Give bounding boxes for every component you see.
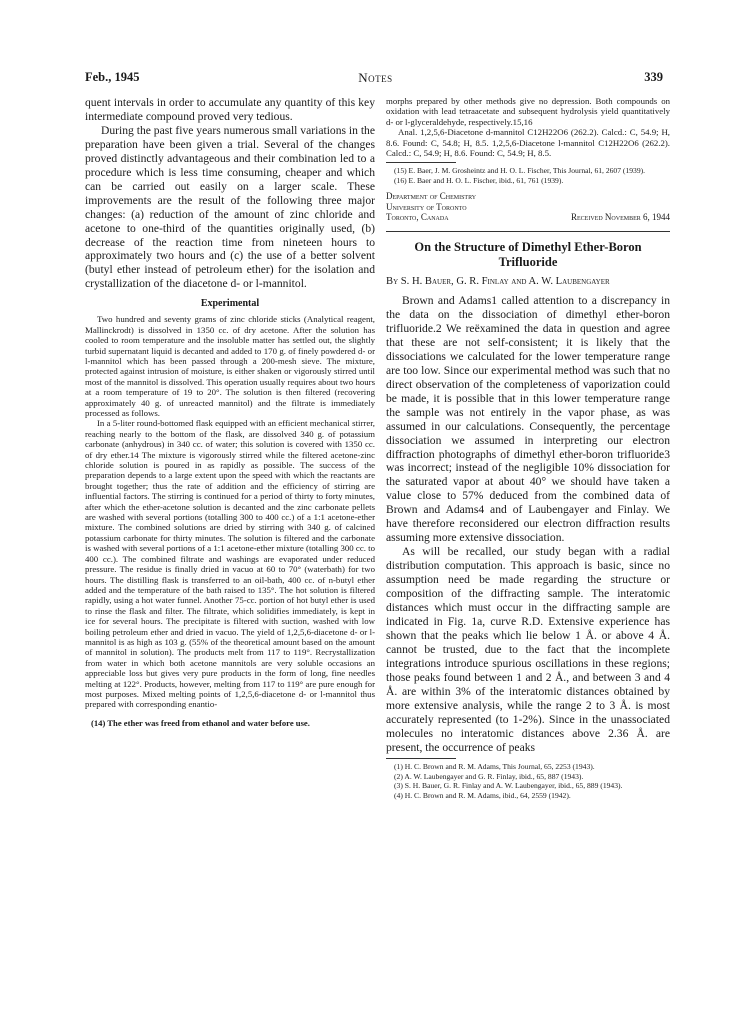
page-number: 339 bbox=[644, 70, 663, 84]
footnote-15: (15) E. Baer, J. M. Grosheintz and H. O. L. Fischer, This Journal, 61, 2607 (1939). bbox=[394, 166, 646, 176]
footnote-1: (1) H. C. Brown and R. M. Adams, This Journal, 65, 2253 (1943). bbox=[394, 762, 595, 772]
article-authors: By S. H. Bauer, G. R. Finlay and A. W. Laubengayer bbox=[386, 276, 610, 288]
footnote-4: (4) H. C. Brown and R. M. Adams, ibid., 64, 2559 (1942). bbox=[394, 790, 571, 800]
analysis-paragraph: Anal. 1,2,5,6-Diacetone d-mannitol C12H22O6 (262.2). Calcd.: C, 54.9; H, 8.6. Found: C, 54.8; H, 8.5. 1,2,5,6-Diacetone l-mannitol C12H22O6 (262.2). Calcd.: C, 54.9; H, 8.6. Found: C, 54.9; H, 8.5. bbox=[386, 127, 670, 159]
address-line-3: Toronto, Canada bbox=[386, 212, 449, 223]
experimental-paragraph-2: In a 5-liter round-bottomed flask equipped with an efficient mechanical stirrer, reaching nearly to the bottom of the flask, are dissolved 340 g. of potassium carbonate (anhydrous) in 340 cc. of water; this solution is covered with 1350 cc. of dry ether.14 The mixture is vigorously stirred while the filtered acetone-zinc chloride solution is poured in as rapidly as possible. The success of the preparation depends to a large extent upon the speed with which the reactants are brought together; thus the rate of addition and the efficiency of stirring are influential factors. The stirring is continued for a period of thirty to forty minutes, after which the ether-acetone solution is decanted and the zinc carbonate pellets are washed with several portions (totalling 300 to 400 cc.) of a 1:1 acetone-ether mixture. The combined solutions are dried by stirring with 340 g. of calcined potassium carbonate for thirty minutes. The solution is filtered and the carbonate is washed with several portions of a 1:1 acetone-ether mixture (totalling 300 cc. to 400 cc.). The combined filtrate and washings are evaporated under reduced pressure. The residue is finally dried in vacuo at 60 to 70° (waterbath) for two hours. The distilling flask is transferred to an oil-bath, 400 cc. of n-butyl ether added and the temperature of the bath raised to 135°. The hot solution is filtered rapidly, using a hot water funnel. Another 75-cc. portion of hot butyl ether is used to rinse the flask and filter. The filtrate, which solidifies immediately, is kept in ice for several hours. The precipitate is filtered with suction, washed with low boiling petroleum ether and dried in vacuo. The yield of 1,2,5,6-diacetone d- or l-mannitol is as high as 103 g. (55% of the theoretical amount based on the amount of mannitol in solution). The products melt from 117 to 119°. Recrystallization from water in which both acetone mannitols are very soluble occasions an appreciable loss but gives very pure products in the form of long, fine needles melting at 122°. Products, however, melting from 117 to 119° are pure enough for most purposes. Mixed melting points of 1,2,5,6-diacetone d- or l-mannitol thus prepared with corresponding enantio- bbox=[85, 418, 375, 710]
intro-paragraph: quent intervals in order to accumulate any quantity of this key intermediate compound proved very tedious. bbox=[85, 96, 375, 123]
morphs-paragraph: morphs prepared by other methods give no depression. Both compounds on oxidation with lead tetraacetate and subsequent hydrolysis yield quantitatively d- or l-glyceraldehyde, respectively.15,16 bbox=[386, 96, 670, 127]
received-date: Received November 6, 1944 bbox=[571, 212, 670, 223]
article-title: On the Structure of Dimethyl Ether-Boron Trifluoride bbox=[414, 240, 642, 269]
left-column bbox=[85, 96, 375, 728]
experimental-heading: Experimental bbox=[200, 298, 260, 310]
footnote-16: (16) E. Baer and H. O. L. Fischer, ibid., 61, 761 (1939). bbox=[394, 175, 564, 185]
radial-distribution-paragraph: As will be recalled, our study began with a radial distribution computation. This approach is basic, since no assumption need be made regarding the structure or composition of the diffracting sample. The interatomic distances which must occur in the diffracting sample are indicated in Fig. 1a, curve R.D. Extensive experience has shown that the peaks which lie below 1 Å. or above 4 Å. cannot be trusted, due to the fact that the incomplete integrations introduce spurious oscillations in these regions; those peaks found between 1 and 2 Å., and between 3 and 4 Å. are within 3% of the interatomic distances obtained by more extensive analysis, while the range 2 to 3 Å. is most accurately represented (to 1-2%). Since in the unassociated molecules no interatomic distances above 2.36 Å. are present, the occurrence of peaks bbox=[386, 545, 670, 754]
experimental-paragraph-1: Two hundred and seventy grams of zinc chloride sticks (Analytical reagent, Mallinckrodt) is dissolved in 1350 cc. of dry acetone. After the solution has cooled to room temperature and the insoluble matter has settled out, the slightly turbid supernatant liquid is decanted and added to 170 g. of finely powdered d- or l-mannitol which has been passed through a 200-mesh sieve. The mixture, protected against intrusion of moisture, is either shaken or vigorously stirred until most of the mannitol is dissolved. This operation usually requires about two hours at a room temperature of 19 to 20°. The solution is then filtered (recovering approximately 40 g. of unreacted mannitol) and the filtrate is immediately processed as follows. bbox=[85, 314, 375, 418]
footnote-rule bbox=[386, 162, 456, 163]
footnote-14: (14) The ether was freed from ethanol and water before use. bbox=[91, 717, 310, 728]
footnote-3: (3) S. H. Bauer, G. R. Finlay and A. W. Laubengayer, ibid., 65, 889 (1943). bbox=[394, 781, 623, 791]
address-line-1: Department of Chemistry bbox=[386, 191, 477, 202]
running-head-date: Feb., 1945 bbox=[85, 70, 140, 84]
right-column bbox=[386, 96, 670, 800]
brown-adams-paragraph: Brown and Adams1 called attention to a discrepancy in the data on the dissociation of dimethyl ether-boron trifluoride.2 We reëxamined the data in question and agree that these are not self-consistent; it is likely that the dissociations we calculated for the lower temperature range are too low. Since our experimental method was such that no direct observation of the completeness of vaporization could be made, it is possible that in this lower temperature range the sample was not entirely in the vapor phase, as was assumed in our calculations. Consequently, the percentage dissociation we assumed in interpreting our electron diffraction photographs of dimethyl ether-boron trifluoride3 was incorrect; instead of the negligible 10% dissociation for the saturated vapor at about 40° we should have taken a value close to 57% deduced from the combined data of Brown and Adams4 and of Laubengayer and Finlay. We have therefore reconsidered our electron diffraction results assuming more extensive dissociation. bbox=[386, 294, 670, 545]
improvements-paragraph: During the past five years numerous small variations in the preparation have been given a trial. Several of the changes proved distinctly advantageous and their combination led to a procedure which is less time consuming, cheaper and which can be carried out easily on a larger scale. These improvements are the result of the following three major changes: (a) reduction of the amount of zinc chloride and acetone to one-third of the quantities originally used, (b) decrease of the reaction time from nineteen hours to approximately two hours and (c) the use of a better solvent (butyl ether instead of petroleum ether) for the isolation and crystallization of the diacetone d- or l-mannitol. bbox=[85, 123, 375, 291]
address-received-row bbox=[386, 212, 670, 223]
running-head-section: Notes bbox=[358, 70, 393, 85]
footnote-rule-2 bbox=[386, 758, 456, 759]
address-line-2: University of Toronto bbox=[386, 201, 467, 212]
footnote-2: (2) A. W. Laubengayer and G. R. Finlay, ibid., 65, 887 (1943). bbox=[394, 771, 584, 781]
article-divider bbox=[386, 231, 670, 232]
